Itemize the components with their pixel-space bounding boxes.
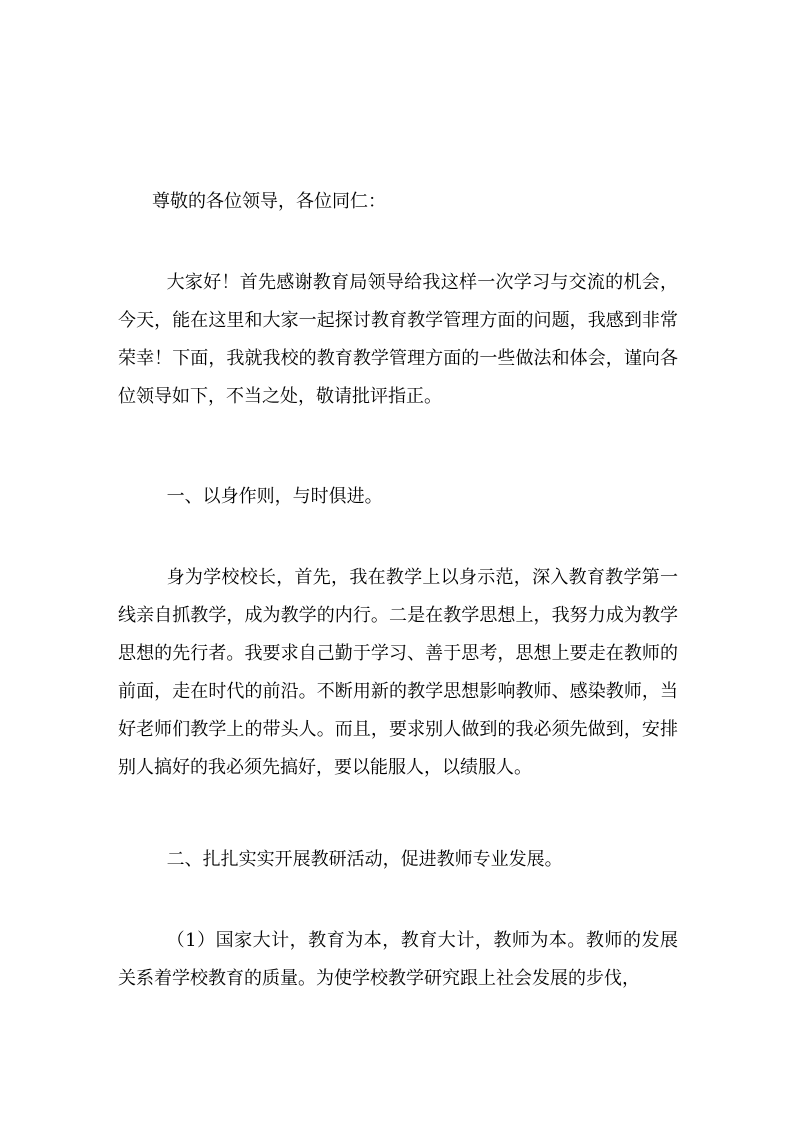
section-heading-2: 二、扎扎实实开展教研活动，促进教师专业发展。 — [166, 849, 563, 870]
paragraph-section-1: 身为学校校长，首先，我在教学上以身示范，深入教育教学第一线亲自抓教学，成为教学的内行。二是在教学思想上，我努力成为教学思想的先行者。我要求自己勤于学习、善于思考，思想上要走在教师的前面，走在时代的前沿。不断用新的教学思想影响教师、感染教师，当好老师们教学上的带头人。而且，要求别人做到的我必须先做到，安排别人搞好的我必须先搞好，要以能服人，以绩服人。 — [118, 567, 678, 778]
paragraph-section-2: （1）国家大计，教育为本，教育大计，教师为本。教师的发展关系着学校教育的质量。为使学校教学研究跟上社会发展的步伐， — [118, 930, 678, 989]
section-heading-1: 一、以身作则，与时俱进。 — [166, 486, 383, 507]
salutation: 尊敬的各位领导，各位同仁： — [152, 191, 386, 212]
paragraph-intro: 大家好！首先感谢教育局领导给我这样一次学习与交流的机会，今天，能在这里和大家一起探讨教育教学管理方面的问题，我感到非常荣幸！下面，我就我校的教育教学管理方面的一些做法和体会，谨向各位领导如下，不当之处，敬请批评指正。 — [118, 272, 678, 407]
